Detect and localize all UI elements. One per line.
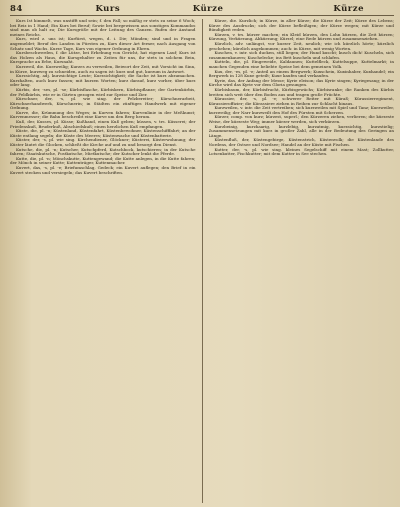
dictionary-entry: Kurzweilen, v. intr. die Zeit vertreiben; sich kurzweilen mit Spiel und Tanz; Kurzweiler, kurzweilig; der Narr kurzweilt den Hof des Fürsten mit Scherzen.	[208, 105, 394, 115]
dictionary-entry: Kürzer, comp. von kurz; kürzest, superl.; den Kürzeren ziehen, verlieren; die kürzeste Weise, der kürzeste Weg; immer kürzer werden, sich verkürzen.	[208, 114, 394, 125]
dictionary-entry: Kürzen, v. trs. kürzer machen; ein Kleid kürzen, den Lohn kürzen, die Zeit kürzen; Kürzung, Verkürzung, Abkürzung; Kürzel; eine Rede kürzen und zusammenziehen.	[208, 31, 394, 42]
dictionary-entry: Küster, der, -s, pl. wie sing. Kirchendiener, Glöckner; Küsterei, Küsterwohnung; der Küster läutet die Glocken, schließt die Kirche auf und zu und besorgt den Dienst.	[10, 137, 196, 148]
dictionary-entry: Kürze, die. Kurzlich; in Kürze, in aller Kürze; die Kürze der Zeit; Kürze des Lebens; Kürze des Ausdrucks; sich der Kürze befleißigen; der Kürze wegen; mit Kürze und Bündigkeit reden.	[208, 19, 394, 33]
dictionary-entry: Kürbis, der, -ses, pl. -se; Kürbisflasche, Kürbiskern, Kürbispflanze; der Gartenkürbis, der Feldkürbis, wie er in Gärten gezogen wird zur Speise und Zier.	[10, 86, 196, 97]
dictionary-entry: Kuß, der, Kusses, pl. Küsse; Kußhand, einen Kuß geben; küssen, v. trs. Küsserei; der Friedenskuß, Bruderkuß, Abschiedskuß; einen herzlichen Kuß empfangen.	[10, 119, 196, 129]
dictionary-entry: Kutteln, die, pl. Eingeweide, Kaldaunen; Kuttelfleck, Kuttelsuppe, Kuttelmarkt; in manchen Gegenden eine beliebte Speise bei dem gemeinen Volk.	[208, 59, 394, 69]
dictionary-entry: Kurzsichtig, adj. kurzsichtige Leute; Kurzsichtigkeit; die Sache ist kurz abzumachen. Kurzhalten, auch kurz fassen; mit kurzen Worten; kurz darauf, kurz vorher, über kurz oder lang.	[10, 73, 196, 88]
left-column	[10, 19, 196, 503]
dictionary-entry: Kurs, wird z. uns ist; Kurfürst, wegen, d. i. Die; Münden; sind und in Fragen angemeldet; Beruf des Landen in Fürsten zu, Kurs dieser Art ferner, nach Ausgang von Schatz und Wachs. Kurze Tage, Kurs von eigener Ordnung in Ehren.	[10, 36, 196, 51]
dictionary-entry: Kürzlich, adv. unlängst, vor kurzer Zeit, neulich; wie ich kürzlich hörte; kürzlich geschehen; kürzlich angekommen; auch: in Kürze, mit wenig Worten.	[208, 40, 394, 51]
dictionary-entry: Kürassier, der, -s, pl. -e; schwerer Reiter mit Küraß; Kürassierregiment, Kürassieroffizier; die Kürassiere ziehen in Reihen zur Schlacht hinaus.	[208, 96, 394, 106]
dictionary-entry: Kux, der, -es, pl. -e; Anteil an einem Bergwerk; Kuxschein, Kuxinhaber, Kuxhandel; ein Bergwerk in 128 Kuxe geteilt; Kuxe kaufen und verkaufen.	[208, 68, 394, 79]
right-column	[209, 19, 395, 503]
dictionary-entry: Kursbeschwerden, f. die Lütze, bei Erhebung von Gericht, hat eigenen Lauf; Kurs ist das Holzen als Haus, die Kursgehalter zu Zeiten für uns, ihr stets in solchem Bein, Kursprache an Erbe, Kursnaht.	[10, 50, 196, 65]
dictionary-entry: Kurzweil, die. Kurzweilig; Kurzes zu verweilen, Beiwort der Zeit, mit Vorsicht im Sinn, in Kürze, kurzweg zu schneiden, auch zu sagen ist: kurz und gut, kurzum in Antwort.	[10, 63, 196, 74]
page-header	[10, 4, 394, 16]
dictionary-entry: Küstenfluß, der, Küstengebirge, Küstenstrich, Küstenvolk; die Küstenlande des Nordens, der Ostsee und Nordsee; Handel an der Küste mit Fischen.	[208, 137, 394, 148]
dictionary-entry: Kutter, der, -s, pl. wie sing. kleines Segelschiff mit einem Mast; Zollkutter, Lotsenkutter, Fischkutter; mit dem Kutter in See stechen.	[208, 146, 394, 157]
dictionary-entry: Kürbisbaum, der, Kürbisfrucht, Kürbisgewächs; Kürbisranke; die Ranken des Kürbis breiten sich weit über den Boden aus und tragen große Früchte.	[208, 86, 394, 97]
dictionary-entry: Kurve, die, Krümmung des Weges; in Kurven fahren; Kurvenlinie in der Meßkunst; Kurvenmesser; die Bahn beschreibt eine Kurve um den Berg herum.	[10, 109, 196, 120]
dictionary-entry: Kurzbeinig, kurzhaarig, kurzlebig, kurzatmig, kurzsichtig, kurzstielig; Zusammensetzungen mit kurz in großer Zahl, alle in der Bedeutung des Geringen an Länge.	[208, 123, 394, 138]
dictionary-entry: Kürschner, der, -s, pl. wie sing. der Pelzbereiter; Kürschnerarbeit, Kürschnerhandwerk, Kürschnerin; in Städten ein zünftiges Handwerk mit eigener Ordnung.	[10, 96, 196, 111]
text-columns	[10, 19, 394, 503]
dictionary-entry: Kuvert, das, -s, pl. -e; Briefumschlag, Gedeck; ein Kuvert auflegen; den Brief in ein Kuvert stecken und versiegeln; das Kuvert beschriften.	[10, 165, 196, 175]
page-number: 84	[10, 4, 23, 14]
dictionary-entry: Kuschen, v. intr. sich ducken, still liegen; der Hund kuscht; kusch dich! Kuscheln, sich zusammenkauern; Kuschelecke; ins Bett kuscheln und schlafen.	[208, 50, 394, 60]
dictionary-entry: Kutsche, die, pl. -n; Kutscher, Kutschpferd, Kutschbock, kutschieren; in der Kutsche fahren; Staatskutsche, Postkutsche, Mietkutsche; der Kutscher lenkt die Pferde.	[10, 146, 196, 157]
dictionary-entry: Kutte, die, pl. -n; Mönchskutte, Kuttengewand; die Kutte anlegen, in die Kutte fahren; der Mönch in seiner Kutte; Kuttenträger, Kuttenmacher.	[10, 155, 196, 166]
dictionary-entry: Kurs Ist himmelt, was unstifft und sein; f. den Fall; so mäßig er stets zu seine 6 Woch; bei Reiz in 1 Hand; Ein Kurs bei Beruf; Sowie bei bergewissen aus sonstigen Kommandos sind man ob halt zu; Die Kursgröße mit der Leitung des Ganzen. Rufen der Anstand meines Reichs.	[10, 19, 196, 37]
header-right-word: Kürze	[333, 4, 364, 14]
dictionary-entry: Küste, die, pl. -n; Küstenland, Küstenfahrt, Küstenbewohner, Küstenschifffahrt; an der Küste entlang segeln; die Küste des Meeres; Küstenwache und Küstenbatterie.	[10, 128, 196, 138]
column-divider	[202, 19, 203, 503]
header-middle-word: Kürze	[192, 4, 224, 14]
dictionary-entry: Kyrie, das, der Anfang der Messe; Kyrie eleison; das Kyrie singen; Kyriegesang; in der Kirche wird das Kyrie vor dem Gloria gesungen.	[208, 77, 394, 88]
header-left-word: Kurs	[95, 4, 121, 14]
header-right-group	[193, 4, 364, 14]
